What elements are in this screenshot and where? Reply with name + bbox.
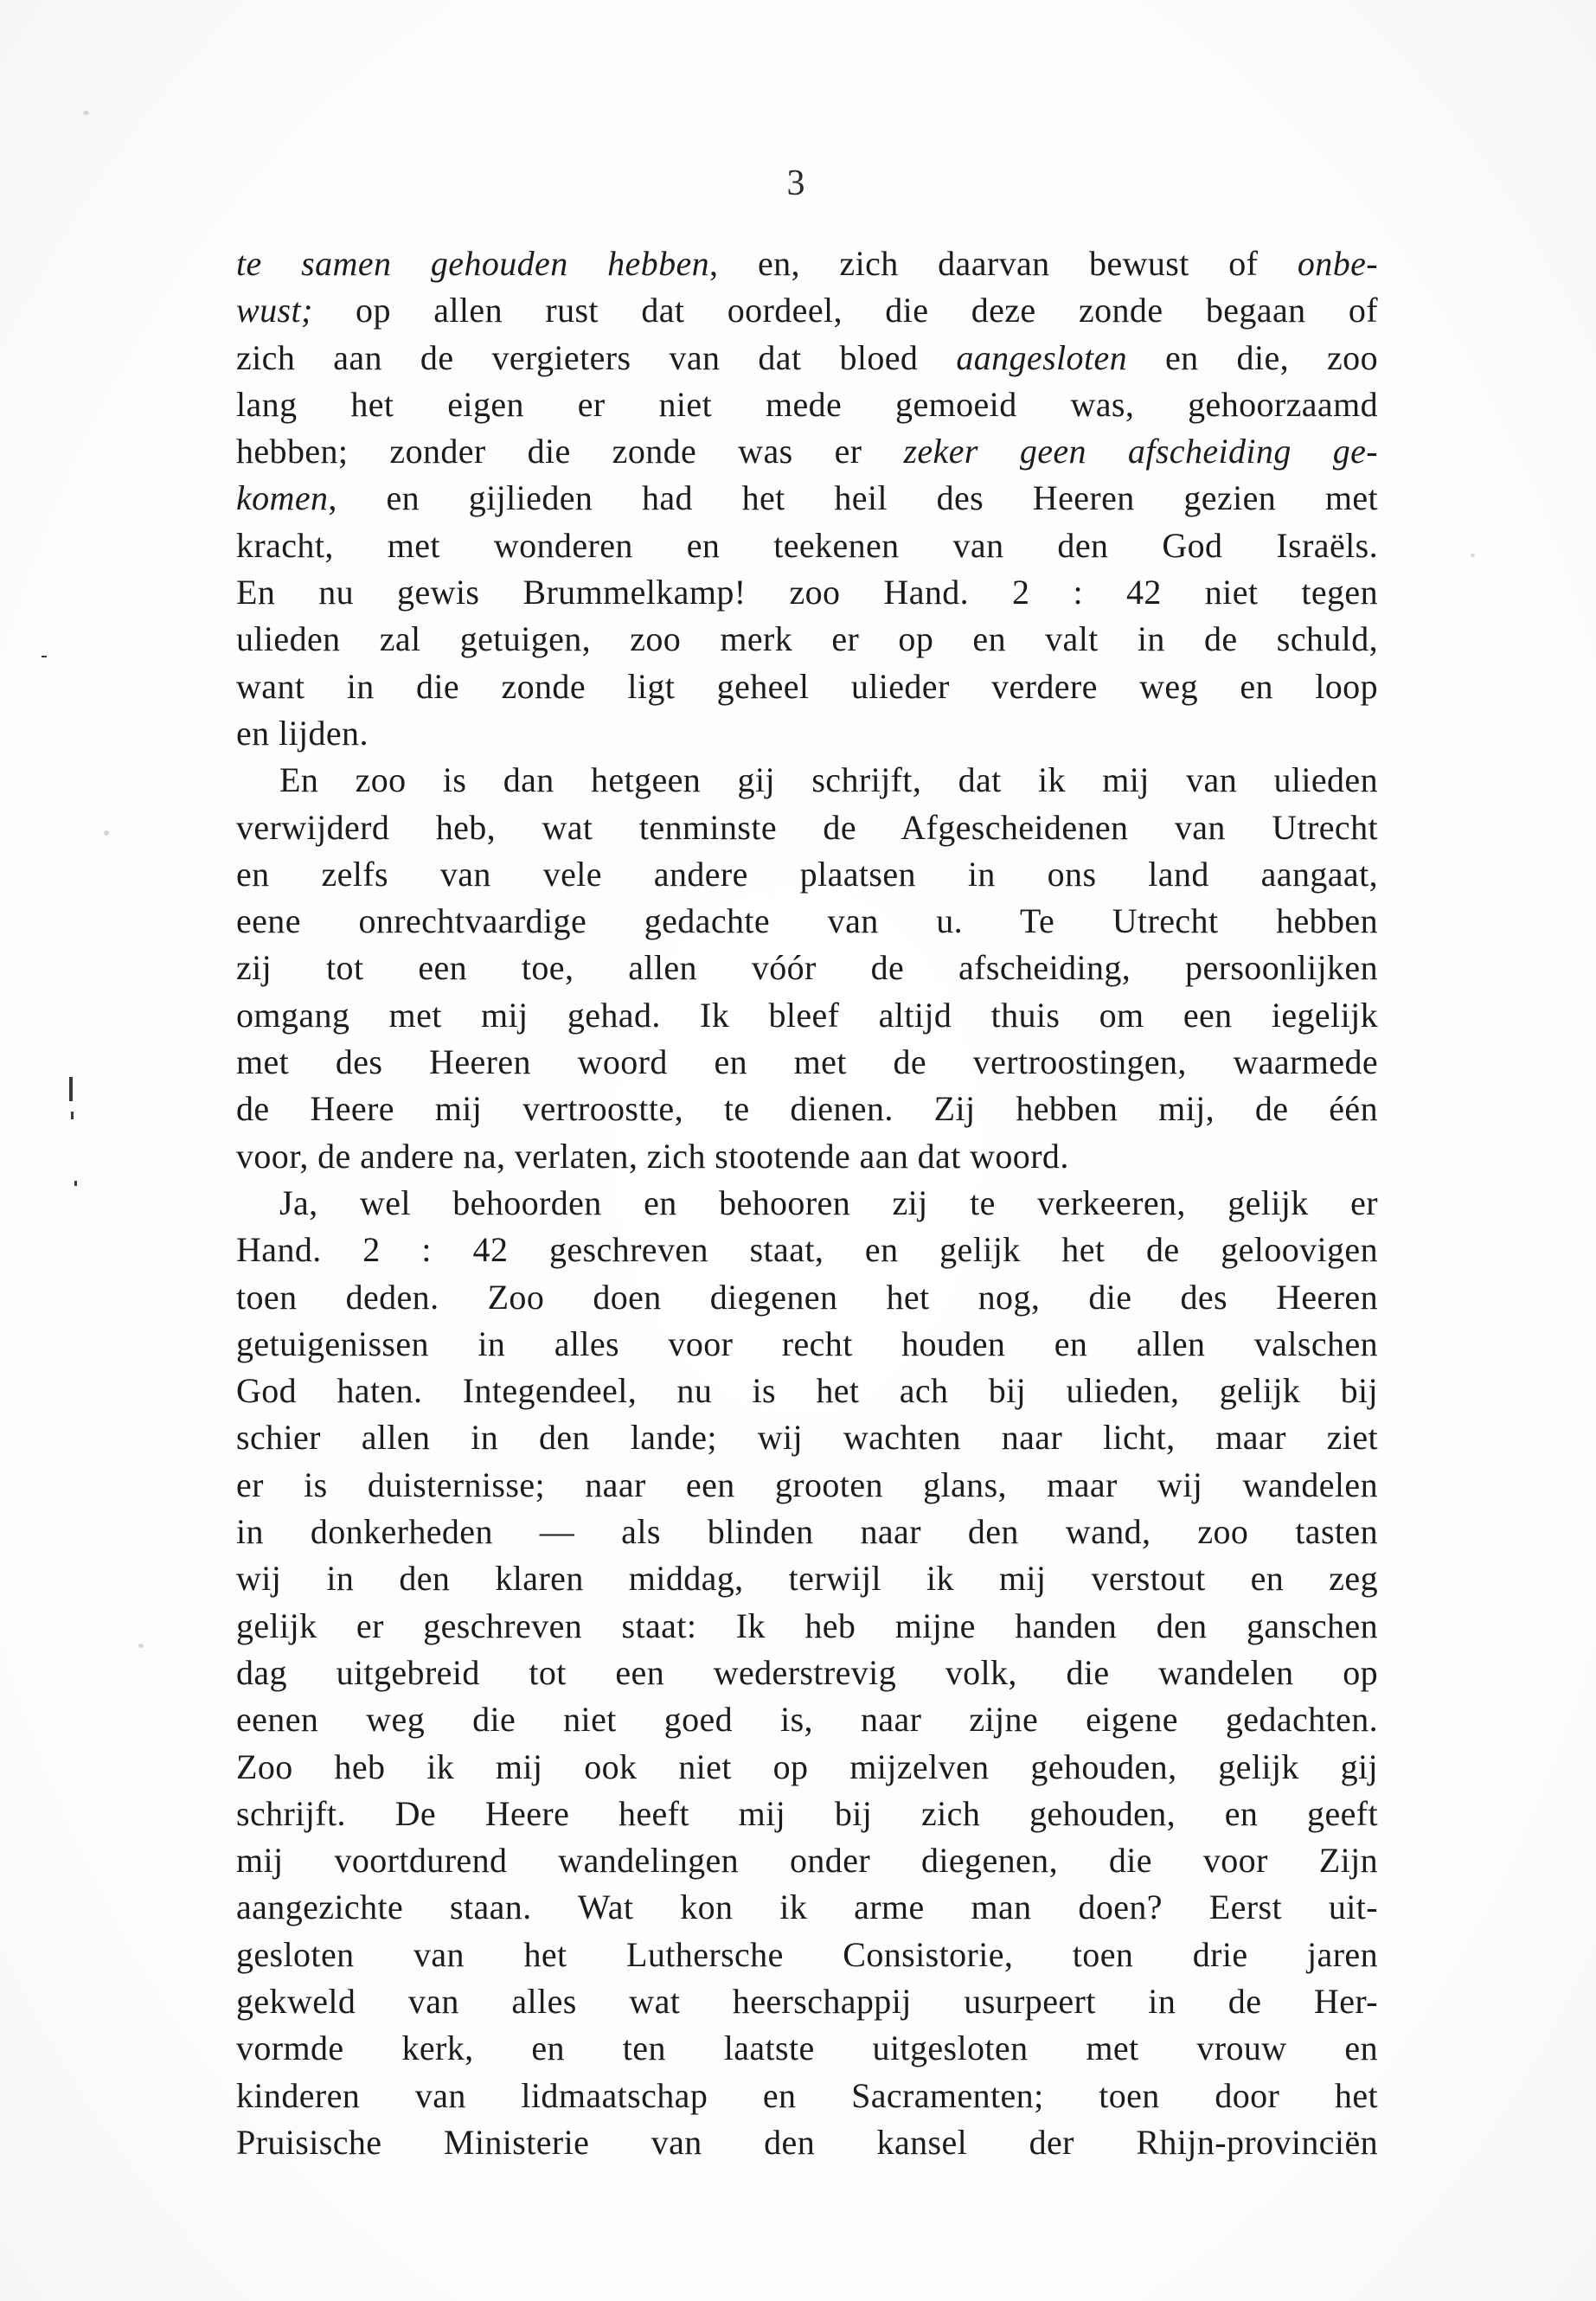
text-line [236,1555,1378,1602]
text-run: gelijk er geschreven staat: Ik heb mijne handen den ganschen [236,1606,1378,1645]
text-run: met des Heeren woord en met de vertroostingen, waarmede [236,1042,1378,1082]
page-number: 3 [786,163,805,203]
text-line [236,2073,1378,2119]
text-run: En nu gewis Brummelkamp! zoo Hand. 2 : 42 niet tegen [236,573,1378,612]
text-run: dag uitgebreid tot een wederstrevig volk, die wandelen op [236,1652,1378,1692]
text-line [236,1932,1378,1978]
text-line [236,1133,1378,1180]
text-line [236,757,1378,804]
margin-ink-mark [74,1181,77,1186]
text-line [236,428,1378,475]
text-line [236,1603,1378,1650]
text-run: verwijderd heb, wat tenminste de Afgescheidenen van Utrecht [236,807,1378,847]
text-run: kracht, met wonderen en teekenen van den God Israëls. [236,525,1378,565]
text-line [236,1462,1378,1509]
text-run: aangezichte staan. Wat kon ik arme man doen? Eerst uit- [236,1888,1378,1927]
italic-text-run: wust; [236,291,313,330]
text-line [236,616,1378,663]
text-run: God haten. Integendeel, nu is het ach bij ulieden, gelijk bij [236,1371,1378,1411]
text-run: Ja, wel behoorden en behooren zij te verkeeren, gelijk er [279,1183,1378,1222]
text-line [236,1039,1378,1086]
text-line [236,2025,1378,2072]
text-run: gesloten van het Luthersche Consistorie, toen drie jaren [236,1934,1378,1974]
margin-ink-mark [71,1112,74,1119]
text-run: omgang met mij gehad. Ik bleef altijd thuis om een iegelijk [236,995,1378,1035]
paper-speck [1471,554,1475,557]
paper-speck [83,111,89,115]
text-run: zich aan de vergieters van dat bloed [236,337,957,377]
text-line [236,1321,1378,1368]
text-run: , en gijlieden had het heil des Heeren gezien met [328,478,1378,518]
text-run: Zoo heb ik mij ook niet op mijzelven gehouden, gelijk gij [236,1747,1378,1786]
text-run: want in die zonde ligt geheel ulieder verdere weg en loop [236,666,1378,706]
text-run: getuigenissen in alles voor recht houden en allen valschen [236,1324,1378,1363]
text-line [236,992,1378,1039]
text-run: gekweld van alles wat heerschappij usurpeert in de Her- [236,1981,1378,2021]
text-line [236,1368,1378,1414]
text-line [236,1509,1378,1555]
italic-text-run: onbe- [1297,244,1378,283]
text-line [236,569,1378,616]
text-line [236,1227,1378,1273]
text-run: vormde kerk, en ten laatste uitgesloten met vrouw en [236,2029,1378,2068]
text-line [236,1837,1378,1884]
text-line [236,1086,1378,1132]
text-line [236,1274,1378,1321]
text-run: de Heere mij vertroostte, te dienen. Zij hebben mij, de één [236,1089,1378,1129]
text-line [236,475,1378,522]
text-run: hebben; zonder die zonde was er [236,432,904,471]
text-line [236,2119,1378,2166]
text-run: Hand. 2 : 42 geschreven staat, en gelijk het de geloovigen [236,1230,1378,1270]
text-line [236,381,1378,428]
text-line [236,945,1378,991]
text-line [236,1744,1378,1791]
italic-text-run: aangesloten [956,337,1128,377]
text-run: en lijden. [236,713,369,753]
paper-speck [104,830,109,836]
text-line [236,1884,1378,1931]
text-line [236,898,1378,945]
text-run: en die, zoo [1127,337,1378,377]
text-run: eenen weg die niet goed is, naar zijne eigene gedachten. [236,1700,1378,1740]
text-line [236,663,1378,710]
text-line [236,1978,1378,2025]
text-line [236,1414,1378,1461]
text-run: Pruisische Ministerie van den kansel der Rhijn-provinciën [236,2122,1378,2162]
text-run: kinderen van lidmaatschap en Sacramenten; toen door het [236,2075,1378,2115]
text-run: wij in den klaren middag, terwijl ik mij verstout en zeg [236,1559,1378,1599]
text-run: op allen rust dat oordeel, die deze zonde begaan of [312,291,1378,330]
text-line [236,804,1378,851]
body-text [236,240,1378,2166]
text-run: toen deden. Zoo doen diegenen het nog, die des Heeren [236,1277,1378,1317]
text-run: voor, de andere na, verlaten, zich stootende aan dat woord. [236,1136,1069,1176]
text-run: ulieden zal getuigen, zoo merk er op en valt in de schuld, [236,619,1378,659]
text-line [236,1791,1378,1837]
text-run: mij voortdurend wandelingen onder diegenen, die voor Zijn [236,1841,1378,1881]
text-line [236,1180,1378,1227]
text-run: in donkerheden — als blinden naar den wand, zoo tasten [236,1512,1378,1552]
italic-text-run: te samen gehouden hebben [236,244,710,283]
text-run: lang het eigen er niet mede gemoeid was, gehoorzaamd [236,384,1378,424]
text-run: en zelfs van vele andere plaatsen in ons land aangaat, [236,854,1378,894]
text-line [236,287,1378,334]
text-run: er is duisternisse; naar een grooten glans, maar wij wandelen [236,1465,1378,1504]
text-line [236,335,1378,381]
text-line [236,851,1378,898]
text-line [236,1650,1378,1696]
italic-text-run: komen [236,478,329,518]
text-line [236,522,1378,569]
text-run: , en, zich daarvan bewust of [709,244,1298,283]
text-run: schrijft. De Heere heeft mij bij zich gehouden, en geeft [236,1793,1378,1833]
margin-ink-mark [42,656,47,657]
text-run: En zoo is dan hetgeen gij schrijft, dat ik mij van ulieden [279,760,1378,800]
text-run: eene onrechtvaardige gedachte van u. Te Utrecht hebben [236,901,1378,941]
text-line [236,240,1378,287]
text-line [236,710,1378,757]
text-run: schier allen in den lande; wij wachten naar licht, maar ziet [236,1418,1378,1458]
paper-speck [138,1644,144,1648]
text-run: zij tot een toe, allen vóór de afscheiding, persoonlijken [236,948,1378,988]
italic-text-run: zeker geen afscheiding ge- [903,432,1378,471]
text-line [236,1696,1378,1743]
margin-ink-mark [69,1077,73,1101]
